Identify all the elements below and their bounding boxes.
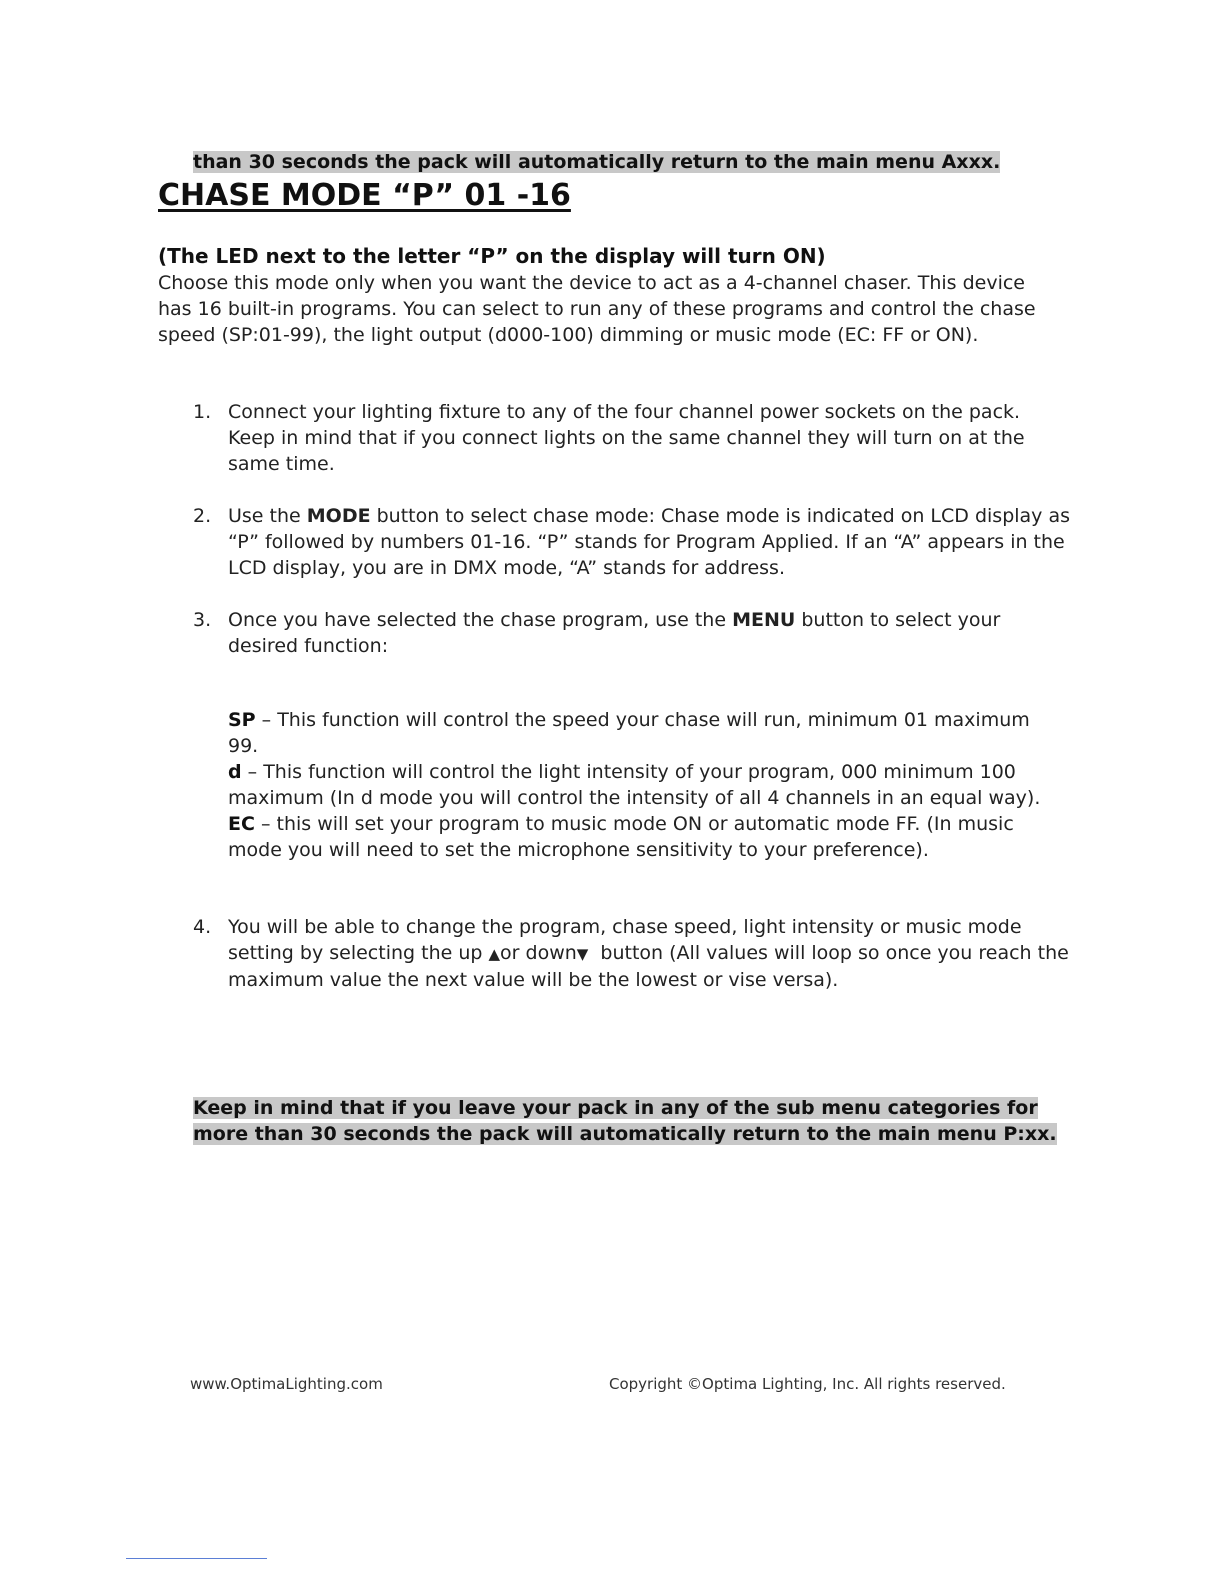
- definition-ec: EC – this will set your program to music mode ON or automatic mode FF. (In music mode you will need to set the microphone sensitivity to your preference).: [228, 813, 1014, 861]
- list-item: [193, 503, 1073, 581]
- definition-d: d – This function will control the light intensity of your program, 000 minimum 100 maximum (In d mode you will control the intensity of all 4 channels in an equal way).: [228, 761, 1041, 809]
- list-item-text: You will be able to change the program, chase speed, light intensity or music mode setting by selecting the up ▲or down▼ button (All values will loop so once you reach the maximum value the next value will be the lowest or vise versa).: [228, 916, 1075, 991]
- list-item-text: Connect your lighting fixture to any of the four channel power sockets on the pack. Keep in mind that if you connect lights on the same channel they will turn on at the same time.: [228, 401, 1025, 475]
- list-item-number: 1.: [193, 401, 212, 423]
- list-item-number: 3.: [193, 609, 212, 631]
- list-item: [193, 914, 1073, 993]
- footnote-divider: [126, 1558, 267, 1559]
- down-arrow-icon: ▼: [576, 945, 589, 963]
- list-item-text: Use the MODE button to select chase mode: Chase mode is indicated on LCD display as “P” followed by numbers 01-16. “P” stands for Program Applied. If an “A” appears in the LCD display, you are in DMX mode, “A” stands for address.: [228, 505, 1070, 579]
- bottom-note: [193, 1095, 1063, 1147]
- up-arrow-icon: ▲: [488, 945, 501, 963]
- list-item: [193, 607, 1073, 659]
- list-item-text: Once you have selected the chase program, use the MENU button to select your desired function:: [228, 609, 1001, 657]
- top-note: [193, 149, 1000, 175]
- list-item-number: 4.: [193, 916, 212, 938]
- intro-paragraph: Choose this mode only when you want the device to act as a 4-channel chaser. This device has 16 built-in programs. You can select to run any of these programs and control the chase speed (SP:01-99), the light output (d000-100) dimming or music mode (EC: FF or ON).: [158, 272, 1036, 346]
- menu-button-label: MENU: [732, 609, 796, 631]
- function-definitions: [228, 707, 1063, 863]
- list-item-number: 2.: [193, 505, 212, 527]
- mode-button-label: MODE: [306, 505, 371, 527]
- bottom-note-text: Keep in mind that if you leave your pack in any of the sub menu categories for more than 30 seconds the pack will automatically return to the main menu P:xx.: [193, 1097, 1057, 1145]
- top-note-text: than 30 seconds the pack will automatically return to the main menu Axxx.: [193, 151, 1001, 173]
- list-item: [193, 399, 1073, 477]
- subheading: (The LED next to the letter “P” on the display will turn ON): [158, 244, 826, 268]
- footer-copyright: Copyright ©Optima Lighting, Inc. All rights reserved.: [609, 1375, 1006, 1393]
- footer-website[interactable]: www.OptimaLighting.com: [190, 1375, 383, 1393]
- page-title: CHASE MODE “P” 01 -16: [158, 178, 571, 213]
- definition-sp: SP – This function will control the speed your chase will run, minimum 01 maximum 99.: [228, 709, 1030, 757]
